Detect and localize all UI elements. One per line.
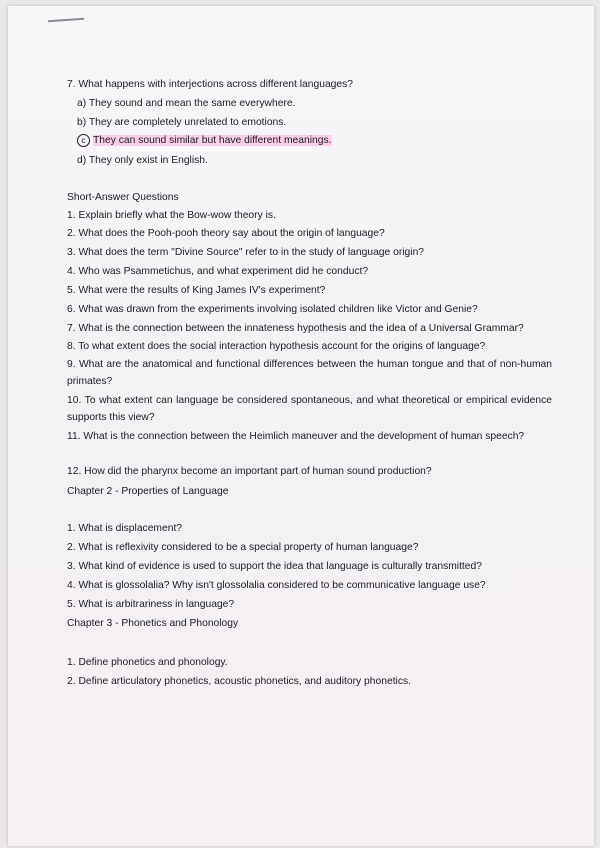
q7-option-c-text: They can sound similar but have different meanings. [93,135,332,146]
short-answer-q7: 7. What is the connection between the innateness hypothesis and the idea of a Universal Grammar? [67,323,524,334]
short-answer-q1: 1. Explain briefly what the Bow-wow theory is. [67,210,276,221]
chapter2-heading: Chapter 2 - Properties of Language [67,486,229,497]
short-answer-q12: 12. How did the pharynx become an important part of human sound production? [67,466,432,477]
chapter2-q4: 4. What is glossolalia? Why isn't glossolalia considered to be communicative language use? [67,580,486,591]
chapter2-q1: 1. What is displacement? [67,523,183,534]
chapter3-q2: 2. Define articulatory phonetics, acoustic phonetics, and auditory phonetics. [67,676,412,687]
paper-sheet [8,6,594,846]
q7-option-b: b) They are completely unrelated to emotions. [77,117,287,128]
short-answer-q11: 11. What is the connection between the Heimlich maneuver and the development of human speech? [67,431,525,442]
short-answer-q9: 9. What are the anatomical and functional differences between the human tongue and that of non-human primates? [67,359,552,387]
short-answer-q5: 5. What were the results of King James IV's experiment? [67,285,326,296]
short-answer-heading: Short-Answer Questions [67,192,179,203]
pen-mark [48,18,84,23]
chapter3-q1: 1. Define phonetics and phonology. [67,657,228,668]
short-answer-q10: 10. To what extent can language be considered spontaneous, and what theoretical or empirical evidence supports this view? [67,395,552,423]
q7-option-d: d) They only exist in English. [77,155,208,166]
chapter3-heading: Chapter 3 - Phonetics and Phonology [67,618,239,629]
q7-option-c [77,134,332,147]
chapter2-q3: 3. What kind of evidence is used to support the idea that language is culturally transmitted? [67,561,482,572]
short-answer-q8: 8. To what extent does the social interaction hypothesis account for the origins of language? [67,341,486,352]
short-answer-q3: 3. What does the term "Divine Source" refer to in the study of language origin? [67,247,425,258]
q7-option-a: a) They sound and mean the same everywhere. [77,98,296,109]
chapter2-q2: 2. What is reflexivity considered to be a special property of human language? [67,542,419,553]
chapter2-q5: 5. What is arbitrariness in language? [67,599,235,610]
q7-question: 7. What happens with interjections across different languages? [67,79,354,90]
short-answer-q4: 4. Who was Psammetichus, and what experiment did he conduct? [67,266,369,277]
selected-answer-circle: c [77,134,90,147]
short-answer-q6: 6. What was drawn from the experiments involving isolated children like Victor and Genie? [67,304,478,315]
short-answer-q2: 2. What does the Pooh-pooh theory say about the origin of language? [67,228,385,239]
